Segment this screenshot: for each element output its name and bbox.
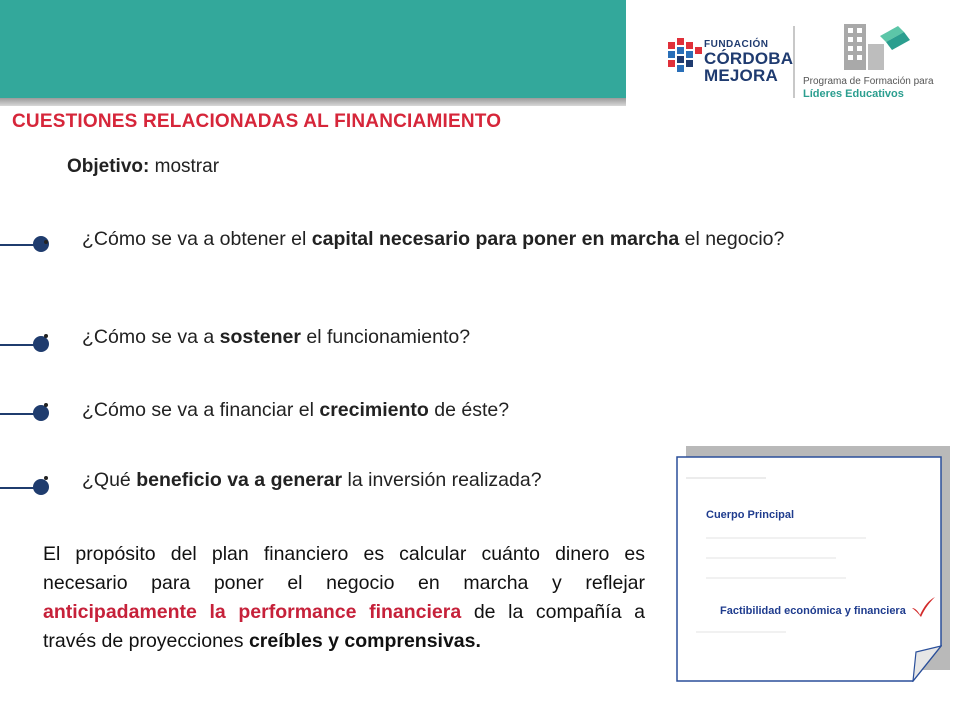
- question-item: [82, 395, 509, 426]
- paragraph-highlight: anticipadamente la performance financiera: [43, 601, 462, 623]
- question-item: [82, 224, 890, 255]
- bullet-marker: [44, 476, 48, 480]
- question-item: [82, 322, 470, 353]
- bullet-dot: [33, 336, 49, 352]
- question-text: ¿Cómo se va a financiar el: [82, 399, 320, 421]
- logo-line-3: MEJORA: [704, 66, 778, 85]
- logo-divider: [793, 26, 795, 98]
- objective-text: mostrar: [149, 156, 220, 177]
- building-logo-icon: [840, 22, 920, 70]
- paragraph-text: de la compañía a través de proyecciones: [43, 601, 645, 652]
- objective-label: Objetivo:: [67, 156, 150, 177]
- logos: [660, 18, 960, 102]
- question-emphasis: beneficio va a generar: [136, 469, 343, 491]
- program-line-2: Líderes Educativos: [803, 87, 904, 100]
- document-page: [676, 456, 942, 682]
- document-label-item: Factibilidad económica y financiera: [720, 605, 906, 617]
- fundacion-logo-text: [704, 40, 793, 84]
- document-label-main: Cuerpo Principal: [706, 509, 795, 521]
- question-text: ¿Cómo se va a obtener el: [82, 228, 312, 250]
- paragraph-emphasis: creíbles y comprensivas.: [248, 630, 481, 652]
- header-band: [0, 0, 626, 98]
- slide-title: CUESTIONES RELACIONADAS AL FINANCIAMIENTO: [12, 111, 502, 132]
- question-text: la inversión realizada?: [342, 469, 542, 491]
- objective: [67, 156, 219, 178]
- bullet-dot: [33, 236, 49, 252]
- program-logo-text: [803, 76, 934, 100]
- bullet-marker: [44, 334, 48, 338]
- bullet-marker: [44, 240, 48, 244]
- question-emphasis: sostener: [219, 326, 301, 348]
- bullet-line: [0, 413, 34, 415]
- question-text: de éste?: [428, 399, 510, 421]
- question-text: ¿Cómo se va a: [82, 326, 220, 348]
- logo-line-1: FUNDACIÓN: [704, 39, 769, 50]
- bullet-line: [0, 344, 34, 346]
- question-emphasis: capital necesario para poner en marcha: [311, 228, 680, 250]
- question-emphasis: crecimiento: [319, 399, 429, 421]
- question-text: ¿Qué: [82, 469, 137, 491]
- question-item: [82, 465, 542, 496]
- checkmark-icon: [910, 596, 936, 618]
- bullet-dot: [33, 405, 49, 421]
- program-line-1: Programa de Formación para: [803, 76, 934, 87]
- header-band-shadow: [0, 98, 626, 106]
- question-text: el funcionamiento?: [300, 326, 471, 348]
- fundacion-logo-icon: [666, 38, 704, 76]
- financial-plan-paragraph: [43, 540, 645, 656]
- bullet-marker: [44, 403, 48, 407]
- bullet-line: [0, 244, 34, 246]
- logo-line-2: CÓRDOBA: [704, 49, 794, 68]
- bullet-line: [0, 487, 34, 489]
- paragraph-text: El propósito del plan financiero es calcular cuánto dinero es necesario para poner el negocio en marcha y reflejar: [43, 543, 645, 594]
- question-text: el negocio?: [679, 228, 785, 250]
- bullet-dot: [33, 479, 49, 495]
